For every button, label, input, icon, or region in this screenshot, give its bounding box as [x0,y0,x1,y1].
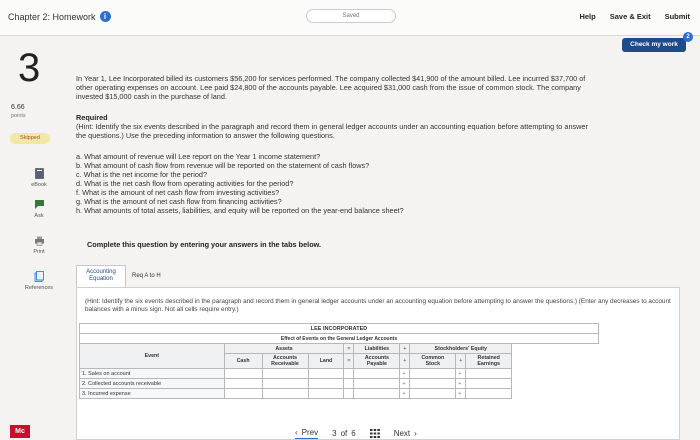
assets-group-header: Assets [224,344,344,354]
references-icon [34,271,44,282]
col-re-header [466,354,512,369]
plus-sign: + [400,379,410,389]
printer-icon [34,236,45,246]
tab-accounting-equation-line2: Equation [89,276,113,282]
table-row [80,389,599,399]
submit-button[interactable]: Submit [664,12,690,21]
col-ar-header [262,354,308,369]
col-ap-line1: Accounts [364,355,389,361]
next-label: Next [393,429,411,438]
table-spacer [512,344,599,354]
ar-input[interactable] [262,369,308,379]
check-work-count-badge: 2 [683,32,693,42]
status-badge: Skipped [10,133,50,144]
table-spacer [512,379,599,389]
col-cs-line2: Stock [425,361,441,367]
next-button[interactable] [394,429,417,438]
ask-label: Ask [34,213,44,219]
event-text: Collected accounts receivable [88,380,162,387]
list-item: h. What amounts of total assets, liabilities, and equity will be reported on the year-end balance sheet? [76,206,404,215]
chapter-title [8,11,111,22]
plus-sign: + [400,344,410,354]
ap-input[interactable] [354,379,400,389]
ar-input[interactable] [262,379,308,389]
col-land-header: Land [308,354,344,369]
table-row [80,379,599,389]
complete-prompt: Complete this question by entering your answers in the tabs below. [87,240,322,249]
col-ar-line2: Receivable [271,361,299,367]
check-my-work-button[interactable]: Check my work [622,38,686,52]
answer-panel [76,287,680,440]
list-item: f. What is the amount of net cash flow from investing activities? [76,188,280,197]
ask-tool[interactable] [22,199,56,219]
saved-indicator: Saved [306,9,396,23]
plus-sign: + [400,354,410,369]
ar-input[interactable] [262,389,308,399]
grid-icon[interactable] [370,429,380,438]
plus-sign: + [400,369,410,379]
liabilities-group-header: Liabilities [354,344,400,354]
required-hint: (Hint: Identify the six events described in the paragraph and record them in general ledger accounts under an accounting equation before attempting to answer the questions.) Use the preceding information to answer the following questions. [76,122,588,140]
cs-input[interactable] [410,389,456,399]
points-value: 6.66 [11,104,25,111]
question-paragraph: In Year 1, Lee Incorporated billed its customers $56,200 for services performed. The company collected $41,900 of the amount billed. Lee incurred $37,700 of other operating expenses on account. Lee paid $24,800 of the accounts payable. Lee acquired $31,000 cash from the issue of common stock. The company invested $15,000 cash in the purchase of land. [76,74,586,101]
cash-input[interactable] [224,389,262,399]
points-display [11,103,26,121]
sign-cell [344,389,354,399]
table-subtitle: Effect of Events on the General Ledger Accounts [80,334,599,344]
tab-req-a-to-h[interactable]: Req A to H [132,272,161,279]
ebook-tool[interactable] [22,168,56,188]
chapter-title-text: Chapter 2: Homework [8,11,96,22]
sign-cell [344,379,354,389]
event-description [80,379,225,389]
ledger-table [79,323,599,399]
equals-sign: = [344,344,354,354]
plus-sign: + [400,389,410,399]
question-number: 3 [18,46,41,90]
list-item: c. What is the net income for the period? [76,170,208,179]
col-ar-line1: Accounts [272,355,298,361]
col-ap-header [354,354,400,369]
print-tool[interactable] [22,236,56,255]
list-item: d. What is the net cash flow from operating activities for the period? [76,179,294,188]
question-list [76,152,596,215]
references-label: References [24,285,54,291]
required-block [76,113,596,140]
re-input[interactable] [466,379,512,389]
page-current: 3 [332,429,337,438]
save-exit-button[interactable]: Save & Exit [609,12,651,21]
equals-sign: = [344,354,354,369]
col-cs-line1: Common [421,355,445,361]
land-input[interactable] [308,379,344,389]
top-bar [0,0,700,36]
ap-input[interactable] [354,369,400,379]
col-cash-header: Cash [224,354,262,369]
table-row [80,369,599,379]
prev-button[interactable] [295,428,318,439]
panel-hint: (Hint: Identify the six events described in the paragraph and record them in general ledger accounts under an accounting equation before attempting to answer the questions.) (Enter any decreases to account balances with a minus sign. Not all cells require entry.) [85,298,671,313]
equity-group-header: Stockholders' Equity [410,344,512,354]
cash-input[interactable] [224,379,262,389]
answer-tabs [76,265,167,287]
page-total: 6 [351,429,356,438]
ap-input[interactable] [354,389,400,399]
tab-accounting-equation[interactable] [76,265,126,287]
table-spacer [512,354,599,369]
col-ap-line2: Payable [366,361,387,367]
plus-sign: + [456,369,466,379]
info-icon[interactable]: i [100,11,111,22]
table-spacer [512,369,599,379]
list-item: b. What amount of cash flow from revenue will be reported on the statement of cash flows? [76,161,370,170]
plus-sign: + [456,379,466,389]
event-text: Sales on account [88,370,131,377]
event-number: 1. [82,370,87,377]
plus-sign: + [456,354,466,369]
col-event-header: Event [80,344,225,369]
col-re-line2: Earnings [477,361,501,367]
page-of: of [340,429,348,438]
chat-bubble-icon [34,199,45,210]
event-description [80,369,225,379]
plus-sign: + [456,389,466,399]
chevron-right-icon: › [414,429,417,438]
event-description [80,389,225,399]
event-number: 3. [82,390,87,397]
cs-input[interactable] [410,379,456,389]
chevron-left-icon: ‹ [295,428,298,437]
col-re-line1: Retained [477,355,500,361]
page-indicator [332,429,356,438]
help-button[interactable]: Help [579,12,596,21]
table-spacer [512,389,599,399]
event-number: 2. [82,380,87,387]
re-input[interactable] [466,369,512,379]
event-text: Incurred expense [88,390,131,397]
land-input[interactable] [308,369,344,379]
re-input[interactable] [466,389,512,399]
top-actions [579,12,690,21]
sign-cell [344,369,354,379]
prev-label: Prev [301,428,319,437]
ebook-label: eBook [31,182,47,188]
pagination [295,428,417,439]
required-label: Required [76,113,108,122]
table-company-title: LEE INCORPORATED [80,324,599,334]
tab-accounting-equation-line1: Accounting [86,269,116,275]
references-tool[interactable] [22,271,56,291]
land-input[interactable] [308,389,344,399]
publisher-logo: Mc [10,425,30,438]
list-item: g. What is the amount of net cash flow from financing activities? [76,197,282,206]
col-cs-header [410,354,456,369]
ledger-table-wrapper [79,323,599,433]
cs-input[interactable] [410,369,456,379]
print-label: Print [33,249,45,255]
points-label: points [11,113,26,119]
cash-input[interactable] [224,369,262,379]
list-item: a. What amount of revenue will Lee report on the Year 1 income statement? [76,152,321,161]
book-icon [35,168,44,179]
